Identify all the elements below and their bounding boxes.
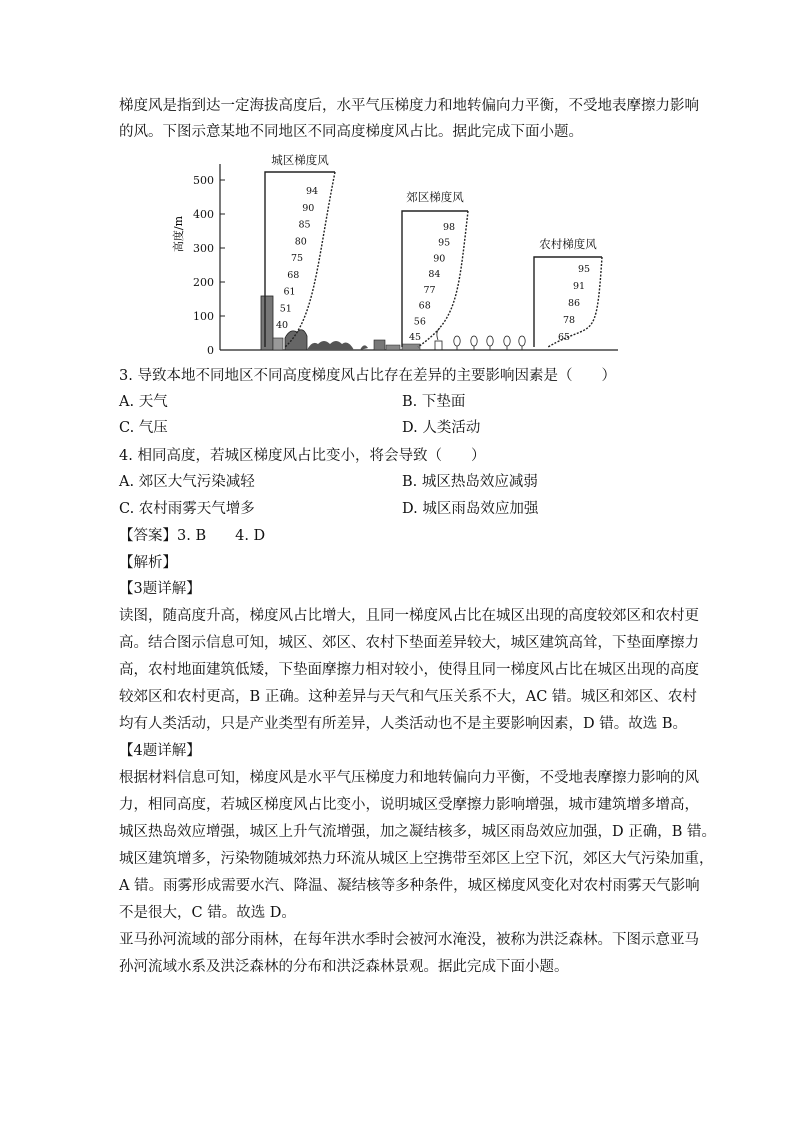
trees [454, 336, 525, 350]
wind-profile-1 [265, 153, 335, 347]
data-label: 98 [442, 222, 456, 233]
y-tick-label: 0 [207, 344, 214, 357]
gradient-wind-figure [170, 152, 650, 358]
low-building-shape [273, 338, 283, 350]
series-name-label: 农村梯度风 [539, 237, 597, 251]
intro-text-line: 的风。下图示意某地不同地区不同高度梯度风占比。据此完成下面小题。 [119, 124, 583, 140]
question-4-stem: 4. 相同高度，若城区梯度风占比变小，将会导致（ ） [119, 448, 486, 464]
data-label: 68 [418, 300, 431, 312]
y-tick-label: 300 [193, 242, 214, 255]
data-label: 68 [287, 269, 300, 281]
y-tick-label: 500 [193, 174, 214, 187]
data-label: 78 [562, 315, 576, 326]
data-label: 51 [279, 303, 292, 315]
q4-detail-line: 不是很大，C 错。故选 D。 [119, 905, 296, 921]
series-name-label: 郊区梯度风 [406, 190, 464, 204]
data-label: 45 [408, 332, 422, 343]
small-hill-shape [360, 345, 368, 350]
q4-detail-line: A 错。雨雾形成需要水汽、降温、凝结核等多种条件，城区梯度风变化对农村雨雾天气影响 [119, 878, 700, 894]
q3-option-b[interactable]: B. 下垫面 [402, 394, 466, 410]
y-axis-label: 高度/m [172, 215, 185, 253]
intro-2-line: 亚马孙河流域的部分雨林，在每年洪水季时会被河水淹没，被称为洪泛森林。下图示意亚马 [119, 932, 699, 948]
intro-2-line: 孙河流域水系及洪泛森林的分布和洪泛森林景观。据此完成下面小题。 [119, 959, 569, 975]
tree-shape [487, 336, 493, 346]
wind-profiles [265, 153, 602, 347]
data-label: 77 [423, 284, 436, 296]
q3-option-c[interactable]: C. 气压 [119, 420, 168, 436]
data-label: 85 [298, 219, 311, 231]
y-tick-label: 400 [193, 208, 214, 221]
y-tick-label: 100 [193, 310, 214, 323]
analysis-label: 【解析】 [119, 555, 177, 571]
data-label: 90 [433, 253, 446, 265]
data-label: 56 [413, 316, 426, 328]
q4-detail-line: 城区建筑增多，污染物随城郊热力环流从城区上空携带至郊区上空下沉，郊区大气污染加重， [119, 851, 714, 867]
data-label: 75 [290, 253, 304, 264]
data-label: 90 [302, 202, 315, 214]
suburb-building-shape [374, 340, 385, 350]
q3-option-a[interactable]: A. 天气 [119, 394, 168, 410]
q4-option-a[interactable]: A. 郊区大气污染减轻 [119, 474, 255, 490]
q3-detail-label: 【3题详解】 [119, 581, 201, 597]
tree-shape [471, 336, 477, 346]
answer-label: 【答案】 [119, 528, 177, 544]
q4-detail-line: 城区热岛效应增强，城区上升气流增强，加之凝结核多，城区雨岛效应加强，D 正确，B 错。 [119, 824, 716, 840]
hill-shape [307, 341, 354, 350]
answer-text: 3. B 4. D [177, 528, 266, 544]
tree-shape [504, 336, 510, 346]
data-label: 95 [438, 237, 451, 249]
q4-detail-label: 【4题详解】 [119, 743, 201, 759]
data-label: 84 [428, 269, 441, 281]
wind-profile-3 [534, 237, 602, 347]
data-label: 91 [572, 281, 586, 292]
data-label: 94 [305, 186, 319, 197]
q4-option-d[interactable]: D. 城区雨岛效应加强 [402, 501, 539, 517]
q3-detail-line: 较郊区和农村更高，B 正确。这种差异与天气和气压关系不大，AC 错。城区和郊区、农村 [119, 689, 697, 705]
tree-shape [519, 336, 525, 346]
q4-option-c[interactable]: C. 农村雨雾天气增多 [119, 501, 255, 517]
data-label: 40 [275, 320, 289, 331]
wind-profile-2 [402, 190, 468, 347]
intro-text-line: 梯度风是指到达一定海拔高度后，水平气压梯度力和地转偏向力平衡，不受地表摩擦力影响 [119, 98, 699, 114]
tall-building-shape [261, 296, 273, 350]
q4-detail-line: 力，相同高度，若城区梯度风占比变小，说明城区受摩擦力影响增强，城市建筑增多增高， [119, 797, 699, 813]
y-tick-label: 200 [193, 276, 214, 289]
q4-detail-line: 根据材料信息可知，梯度风是水平气压梯度力和地转偏向力平衡，不受地表摩擦力影响的风 [119, 770, 699, 786]
tree-shape [454, 336, 460, 346]
ground-features [261, 296, 525, 350]
series-name-label: 城区梯度风 [271, 153, 329, 167]
q3-detail-line: 均有人类活动，只是产业类型有所差异，人类活动也不是主要影响因素，D 错。故选 B。 [119, 716, 687, 732]
data-label: 95 [577, 264, 591, 275]
q3-detail-line: 高。结合图示信息可知，城区、郊区、农村下垫面差异较大，城区建筑高耸，下垫面摩擦力 [119, 635, 699, 651]
data-label: 86 [567, 298, 581, 309]
q4-option-b[interactable]: B. 城区热岛效应减弱 [402, 474, 538, 490]
house-shape [435, 341, 442, 350]
q3-option-d[interactable]: D. 人类活动 [402, 420, 481, 436]
suburb-building-shape [402, 344, 420, 350]
data-label: 65 [557, 332, 571, 343]
q3-detail-line: 读图，随高度升高，梯度风占比增大，且同一梯度风占比在城区出现的高度较郊区和农村更 [119, 608, 699, 624]
data-label: 61 [283, 286, 296, 298]
gradient-wind-chart [170, 152, 650, 358]
suburb-building-shape [386, 345, 400, 350]
question-3-stem: 3. 导致本地不同地区不同高度梯度风占比存在差异的主要影响因素是（ ） [119, 368, 616, 384]
data-label: 80 [294, 236, 307, 248]
answer-line [119, 526, 265, 546]
q3-detail-line: 高，农村地面建筑低矮，下垫面摩擦力相对较小，使得且同一梯度风占比在城区出现的高度 [119, 662, 699, 678]
